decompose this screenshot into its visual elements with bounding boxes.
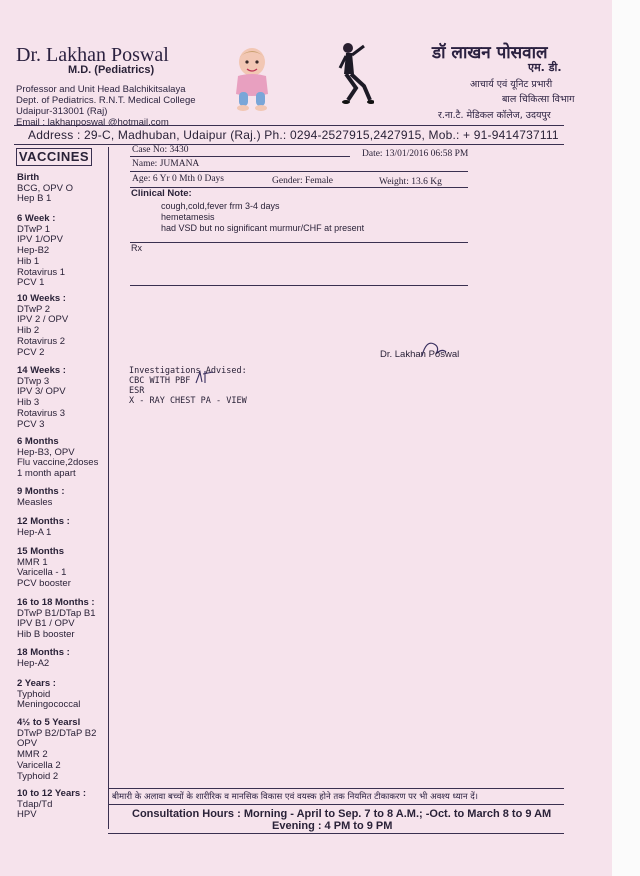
address: Address : 29-C, Madhuban, Udaipur (Raj.) Ph.: 0294-2527915,2427915, Mob.: + 91-9414737111	[28, 128, 559, 142]
patient-name: Name: JUMANA	[132, 159, 200, 169]
vaccine-item: DTwP B1/DTap B1	[17, 607, 96, 619]
hindi-line-1: आचार्य एवं यूनिट प्रभारी	[470, 79, 553, 90]
vaccine-item: Measles	[17, 496, 53, 508]
vaccine-item: Hep-A2	[17, 657, 50, 669]
vaccine-group-6-months	[17, 437, 98, 480]
vaccine-group-10-12-years	[17, 789, 86, 821]
vaccine-heading: 10 Weeks :	[17, 293, 66, 304]
vaccine-item: PCV booster	[17, 578, 71, 590]
vaccine-item: Varicella 2	[17, 759, 61, 771]
vaccine-heading: 6 Week :	[17, 213, 56, 224]
doctor-signature: Dr. Lakhan Poswal	[380, 349, 460, 360]
vaccine-heading: 16 to 18 Months :	[17, 597, 95, 608]
header-email: Email : lakhanposwal @hotmail.com	[16, 117, 169, 128]
vaccine-item: DTwP B2/DTaP B2	[17, 727, 97, 739]
patient-age: Age: 6 Yr 0 Mth 0 Days	[132, 174, 224, 184]
vaccine-group-2-years	[17, 679, 80, 711]
doctor-name-hindi: डॉ लाखन पोसवाल	[432, 43, 548, 63]
header-line-1: Professor and Unit Head Balchikitsalaya	[16, 84, 186, 95]
evening-hours: Evening : 4 PM to 9 PM	[272, 820, 393, 832]
consultation-hours: Consultation Hours : Morning - April to Sep. 7 to 8 A.M.; -Oct. to March 8 to 9 AM	[132, 808, 552, 820]
vaccine-heading: 2 Years :	[17, 678, 56, 689]
vaccine-item: MMR 2	[17, 749, 48, 761]
footer-hindi-note: बीमारी के अलावा बच्चों के शारीरिक व मानसिक विकास एवं वयस्क होने तक नियमित टीकाकरण पर भी अवश्य ध्यान दें।	[112, 792, 479, 802]
baby-image	[230, 46, 276, 112]
rx-label: Rx	[131, 243, 142, 253]
investigation-item: ESR	[129, 386, 145, 396]
vaccine-heading: 12 Months :	[17, 516, 70, 527]
vaccine-group-15-months	[17, 547, 71, 590]
vaccine-item: Rotavirus 2	[17, 335, 66, 347]
address-rule-top	[14, 125, 564, 126]
column-divider	[108, 147, 109, 829]
vaccines-title: VACCINES	[16, 148, 92, 166]
vaccine-item: IPV B1 / OPV	[17, 618, 75, 630]
case-rule	[130, 156, 350, 157]
clinical-note-line: hemetamesis	[161, 212, 215, 222]
vaccine-heading: 14 Weeks :	[17, 365, 66, 376]
vaccine-item: DTwp 3	[17, 375, 50, 387]
vaccine-item: Typhoid	[17, 688, 51, 700]
vaccine-item: Hib 2	[17, 325, 40, 337]
vaccine-group-10-weeks	[17, 294, 68, 358]
vaccine-heading: 10 to 12 Years :	[17, 788, 87, 799]
vaccine-item: Hep-B2	[17, 245, 50, 257]
vaccine-item: OPV	[17, 738, 38, 750]
investigation-item: X - RAY CHEST PA - VIEW	[129, 396, 247, 406]
vaccine-group-18-months	[17, 648, 70, 669]
clinical-note-heading: Clinical Note:	[131, 188, 192, 199]
address-rule-bottom	[14, 144, 564, 145]
vaccine-item: PCV 2	[17, 346, 45, 358]
vaccine-item: IPV 3/ OPV	[17, 386, 66, 398]
investigations-heading: Investigations Advised:	[129, 366, 247, 376]
hindi-line-3: र.ना.टै. मेडिकल कॉलेज, उदयपुर	[438, 110, 551, 121]
vaccine-item: HPV	[17, 809, 37, 821]
vaccine-item: PCV 3	[17, 418, 45, 430]
vaccine-item: Tdap/Td	[17, 798, 53, 810]
vaccine-heading: 15 Months	[17, 546, 64, 557]
case-number: Case No: 3430	[132, 145, 189, 155]
investigation-item: CBC WITH PBF	[129, 376, 191, 386]
name-rule	[130, 171, 468, 172]
hindi-line-2: बाल चिकित्सा विभाग	[502, 94, 575, 105]
handwritten-mark	[193, 368, 217, 386]
vaccine-item: Hep B 1	[17, 193, 52, 205]
vaccine-item: IPV 2 / OPV	[17, 314, 69, 326]
vaccine-group-14-weeks	[17, 366, 66, 430]
vaccine-item: Hib B booster	[17, 629, 75, 641]
clinical-note-line: had VSD but no significant murmur/CHF at present	[161, 223, 365, 233]
vaccine-heading: 4½ to 5 Yearsl	[17, 717, 81, 728]
header-line-2: Dept. of Pediatrics. R.N.T. Medical College	[16, 95, 196, 106]
vaccine-item: BCG, OPV O	[17, 182, 73, 194]
vaccine-group-9-months	[17, 487, 65, 508]
vaccine-item: Meningococcal	[17, 699, 81, 711]
rx-rule	[130, 285, 468, 286]
vaccine-heading: Birth	[17, 172, 40, 183]
patient-weight: Weight: 13.6 Kg	[379, 177, 442, 187]
vaccine-group-16-18-months	[17, 598, 96, 641]
vaccine-heading: 18 Months :	[17, 647, 70, 658]
vaccine-item: Hib 3	[17, 397, 40, 409]
patient-gender: Gender: Female	[272, 176, 333, 186]
scan-edge	[612, 0, 640, 876]
clinical-note-line: cough,cold,fever frm 3-4 days	[161, 201, 280, 211]
header-line-3: Udaipur-313001 (Raj)	[16, 106, 108, 117]
vaccine-item: Typhoid 2	[17, 770, 59, 782]
vaccine-item: DTwP 1	[17, 223, 51, 235]
vaccine-item: Hep-A 1	[17, 526, 52, 538]
visit-date: Date: 13/01/2016 06:58 PM	[362, 149, 469, 159]
vaccine-item: Hib 1	[17, 255, 40, 267]
degree-hindi: एम. डी.	[528, 61, 562, 74]
vaccine-group-4-5-years	[17, 718, 96, 782]
vaccine-group-6-week	[17, 214, 65, 289]
vaccine-heading: 9 Months :	[17, 486, 65, 497]
vaccine-item: Hep-B3, OPV	[17, 446, 75, 458]
vaccine-item: DTwP 2	[17, 303, 51, 315]
vaccine-item: PCV 1	[17, 277, 45, 289]
vaccine-item: IPV 1/OPV	[17, 234, 63, 246]
doctor-degree: M.D. (Pediatrics)	[68, 64, 155, 76]
footer-rule-mid	[108, 804, 564, 805]
vaccine-group-birth	[17, 173, 73, 205]
vaccine-group-12-months	[17, 517, 70, 538]
vaccine-item: Rotavirus 1	[17, 266, 66, 278]
vaccine-heading: 6 Months	[17, 436, 59, 447]
vaccine-item: MMR 1	[17, 556, 48, 568]
footer-rule-bottom	[108, 833, 564, 834]
doctor-name: Dr. Lakhan Poswal	[16, 44, 169, 66]
vaccine-item: Flu vaccine,2doses	[17, 457, 99, 469]
vaccine-item: Rotavirus 3	[17, 407, 66, 419]
vaccine-item: Varicella - 1	[17, 567, 67, 579]
clinical-rule	[130, 242, 468, 243]
footer-rule-top	[108, 788, 564, 789]
jumping-child-image	[334, 40, 374, 112]
vaccine-item: 1 month apart	[17, 468, 76, 480]
